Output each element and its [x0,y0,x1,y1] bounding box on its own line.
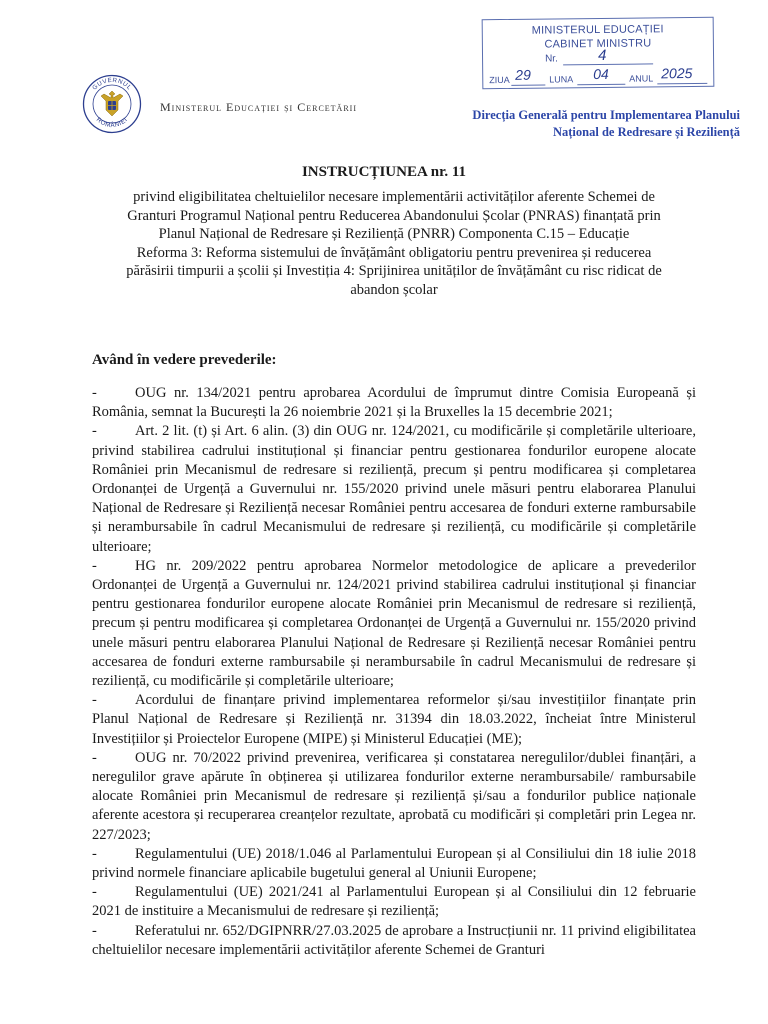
stamp-year-value: 2025 [661,65,693,82]
document-subtitle [92,188,696,300]
government-seal-icon [82,74,142,134]
stamp-day-label: ZIUA [489,74,510,86]
list-item [92,845,696,883]
bullet-dash: - [92,692,97,709]
stamp-line-ministry: MINISTERUL EDUCAȚIEI [531,23,664,37]
subtitle-line: Granturi Programul Național pentru Reducerea Abandonului Școlar (PNRAS) finanțată prin [127,207,661,224]
ministry-name: Ministerul Educației și Cercetării [160,100,357,114]
seal-text-bottom: ROMÂNIEI [94,116,130,130]
list-item-text: OUG nr. 134/2021 pentru aprobarea Acordului de împrumut dintre Comisia Europeană și România, semnat la București la 26 noiembrie 2021 și la Bruxelles la 15 decembrie 2021; [92,385,696,421]
bullet-dash: - [92,922,97,939]
list-item [92,691,696,749]
stamp-month-underline [577,84,625,86]
subtitle-line: Planul Național de Redresare și Reziliență (PNRR) Componenta C.15 – Educație [158,226,630,243]
bullet-dash: - [92,749,97,766]
subtitle-line: privind eligibilitatea cheltuielilor necesare implementării activităților aferente Schemei de [133,189,655,205]
list-item [92,384,696,422]
registration-stamp [482,17,715,89]
list-item-text: Regulamentului (UE) 2021/241 al Parlamentului European și al Consiliului din 12 februarie 2021 de instituire a Mecanismului de redresare și reziliență; [92,884,696,920]
document-title: INSTRUCȚIUNEA nr. 11 [301,164,467,180]
stamp-month-label: LUNA [549,74,574,85]
stamp-year-underline [657,83,707,85]
svg-text:ROMÂNIEI [95,116,129,129]
stamp-year-label: ANUL [629,73,654,84]
bullet-dash: - [92,423,97,440]
subtitle-line: Reforma 3: Reforma sistemului de învățământ obligatoriu pentru prevenirea și reducerea [136,244,652,261]
bullet-dash: - [92,884,97,901]
subtitle-line: părăsirii timpurii a școlii și Investiția 4: Sprijinirea unităților de învățământ cu risc ridicat de [126,263,662,280]
stamp-day-value: 29 [515,66,531,83]
stamp-day-underline [511,85,545,86]
list-item [92,749,696,845]
seal-text-top: GUVERNUL [91,76,133,92]
list-item-text: HG nr. 209/2022 pentru aprobarea Normelor metodologice de aplicare a prevederilor Ordonanței de Urgență a Guvernului nr. 124/2021 privind stabilirea cadrului instituțional și financiar pentru gestionarea fondurilor europene alocate României prin Mecanismul de redresare si reziliență, precum și pentru modificarea și completarea Ordonanței de Urgență a Guvernului nr. 155/2020 privind unele măsuri pentru elaborarea Planului Național de Redresare și Reziliență necesar României pentru accesarea de fonduri externe rambursabile și nerambursabile în cadrul Mecanismului de redresare și reziliență, cu modificările și completările ulterioare; [92,557,696,690]
provisions-list [92,384,696,960]
list-item-text: Regulamentului (UE) 2018/1.046 al Parlamentului European și al Consiliului din 18 iulie 2018 privind normele financiare aplicabile bugetului general al Uniunii Europene; [92,845,696,882]
stamp-nr-value: 4 [597,46,607,64]
list-item-text: OUG nr. 70/2022 privind prevenirea, verificarea și constatarea neregulilor/dublei finanțări, a neregulilor grave apărute în obținerea și utilizarea fondurilor externe nerambursabile/ rambursabile alocate României prin Mecanismul de redresare și reziliență și/sau a fondurilor publice naționale aferente acestora și recuperarea creanțelor rezultate, aprobată cu modificări și completări prin Legea nr. 227/2023; [92,749,696,843]
list-item [92,422,696,556]
directorate-line-1: Direcția Generală pentru Implementarea Planului [472,108,740,122]
list-item-text: Art. 2 lit. (t) și Art. 6 alin. (3) din OUG nr. 124/2021, cu modificările și completările ulterioare, privind stabilirea cadrului instituțional și financiar pentru gestionarea fondurilor europene alocate României prin Mecanismul de redresare si reziliență, precum și pentru modificarea și completarea Ordonanței de Urgență a Guvernului nr. 155/2020 privind unele măsuri pentru elaborarea Planului Național de Redresare și Reziliență necesar României pentru accesarea de fonduri externe rambursabile și nerambursabile în cadrul Mecanismului de redresare și reziliență, cu modificările și completările ulterioare; [92,423,696,555]
stamp-line-cabinet: CABINET MINISTRU [544,37,652,51]
list-item [92,922,696,960]
list-item [92,883,696,921]
bullet-dash: - [92,557,97,574]
subtitle-line: abandon școlar [350,281,438,298]
bullet-dash: - [92,385,97,401]
section-heading: Având în vedere prevederile: [92,352,277,368]
directorate-line-2: Național de Redresare și Reziliență [552,125,740,139]
stamp-nr-label: Nr. [545,53,558,65]
stamp-month-value: 04 [593,65,609,83]
directorate-name [440,107,740,141]
list-item [92,557,696,691]
bullet-dash: - [92,845,97,862]
list-item-text: Acordului de finanțare privind implementarea reformelor și/sau investițiilor finanțate prin Planul Național de Redresare și Reziliență nr. 31394 din 18.03.2022, încheiat între Ministerul Investițiilor și Proiectelor Europene (MIPE) și Ministerul Educației (ME); [92,692,696,747]
list-item-text: Referatului nr. 652/DGIPNRR/27.03.2025 de aprobare a Instrucțiunii nr. 11 privind eligibilitatea cheltuielilor necesare implementării activităților aferente Schemei de Granturi [92,922,696,958]
